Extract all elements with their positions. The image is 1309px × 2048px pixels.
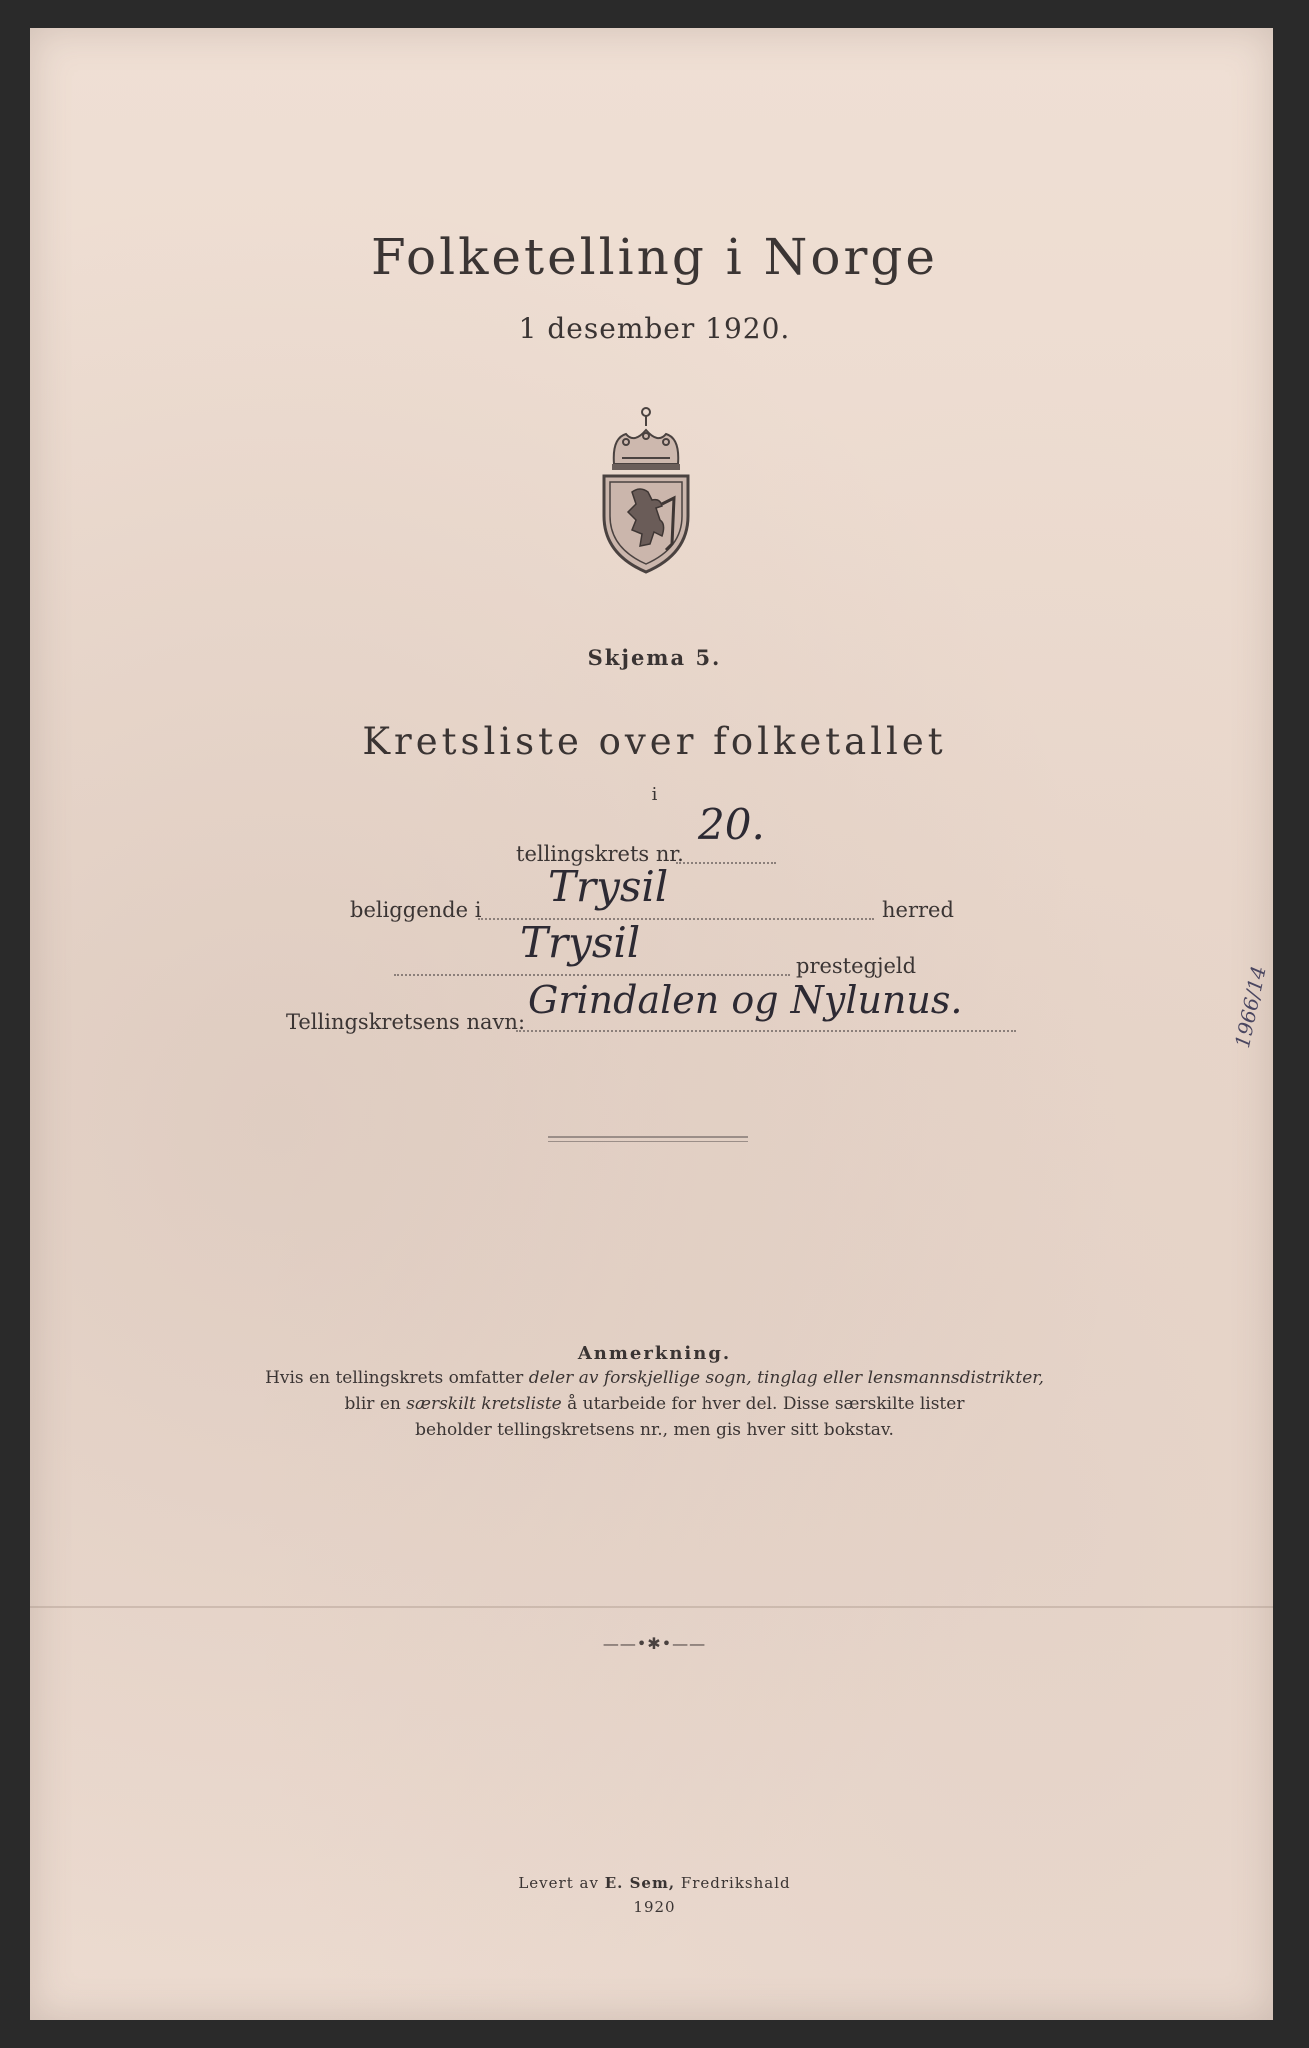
printer-credit: Levert av E. Sem, Fredrikshald: [518, 1874, 791, 1892]
prestegjeld-dotline: [394, 974, 790, 976]
herred-name: Trysil: [548, 862, 669, 911]
schema-number: Skjema 5.: [587, 645, 722, 670]
census-date: 1 desember 1920.: [518, 312, 791, 345]
section-divider-thin: [548, 1141, 748, 1142]
printer-year: 1920: [633, 1898, 676, 1916]
preposition-i: i: [651, 784, 658, 805]
herred-label: herred: [882, 898, 954, 922]
kretsnavn-label: Tellingskretsens navn:: [286, 1010, 526, 1034]
page-title: Folketelling i Norge: [371, 228, 938, 286]
ornament-divider: ——•✱•——: [602, 1634, 707, 1653]
fold-line: [30, 1606, 1273, 1608]
form-heading: Kretsliste over folketallet: [362, 720, 947, 763]
norwegian-coat-of-arms-icon: [596, 404, 696, 576]
kretsnavn-dotline: [516, 1030, 1016, 1032]
prestegjeld-name: Trysil: [520, 918, 641, 967]
kretsnavn-value: Grindalen og Nylunus.: [528, 978, 963, 1022]
prestegjeld-label: prestegjeld: [796, 954, 917, 978]
note-line-2: blir en særskilt kretsliste å utarbeide for hver del. Disse særskilte lister: [344, 1394, 965, 1414]
margin-archive-note: 1966/14: [1230, 963, 1271, 1050]
beliggende-label: beliggende i: [350, 898, 482, 922]
note-title: Anmerkning.: [577, 1343, 732, 1364]
note-line-1: Hvis en tellingskrets omfatter deler av forskjellige sogn, tinglag eller lensmannsdistrikter,: [265, 1368, 1044, 1388]
tellingskrets-dotline: [676, 862, 776, 864]
section-divider: [548, 1136, 748, 1138]
tellingskrets-label: tellingskrets nr.: [516, 842, 684, 866]
tellingskrets-number: 20.: [698, 800, 765, 849]
note-line-3: beholder tellingskretsens nr., men gis hver sitt bokstav.: [415, 1420, 894, 1440]
